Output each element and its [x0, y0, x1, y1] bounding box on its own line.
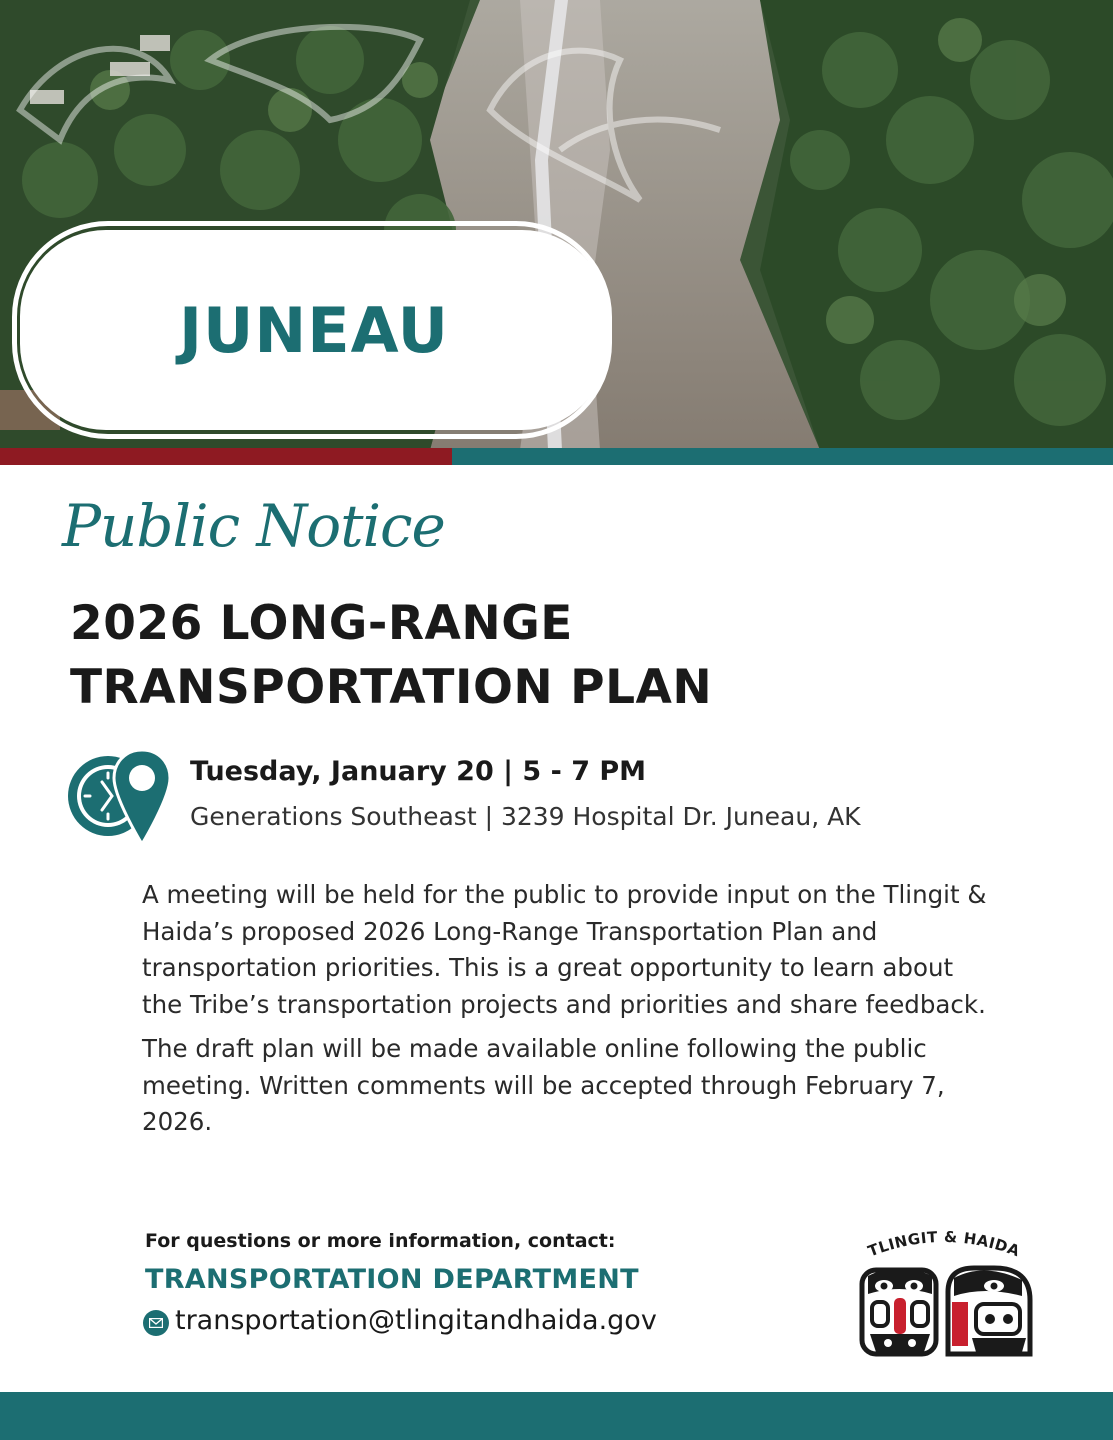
body-paragraph-2: The draft plan will be made available online following the public meeting. Written comments will be accepted through February 7, 2026.: [142, 1034, 945, 1136]
footer-bar: [0, 1392, 1113, 1440]
notice-title: [70, 592, 1050, 720]
accent-stripe-teal: [452, 448, 1113, 465]
hero-photo: [0, 0, 1113, 450]
notice-script-title: Public Notice: [62, 492, 445, 560]
logo-raven-figure: [862, 1268, 936, 1354]
body-paragraph-1: A meeting will be held for the public to provide input on the Tlingit & Haida’s proposed 2026 Long-Range Transportation Plan and transportation priorities. This is a great opportunity to learn about the Tribe’s transportation projects and priorities and share feedback.: [142, 880, 987, 1019]
svg-text:TLINGIT & HAIDA: [866, 1228, 1023, 1260]
contact-department: TRANSPORTATION DEPARTMENT: [145, 1264, 639, 1295]
event-location: Generations Southeast | 3239 Hospital Dr. Juneau, AK: [190, 802, 861, 831]
clock-location-icon: [62, 744, 172, 855]
logo-text: TLINGIT & HAIDA: [865, 1227, 1023, 1261]
logo-eagle-figure: [948, 1268, 1030, 1354]
place-name: JUNEAU: [178, 293, 450, 367]
event-date-time: Tuesday, January 20 | 5 - 7 PM: [190, 756, 647, 787]
notice-title-line-1: 2026 LONG-RANGE: [70, 596, 573, 651]
notice-title-line-2: TRANSPORTATION PLAN: [70, 660, 713, 715]
contact-email-row: [143, 1305, 657, 1336]
contact-lead: For questions or more information, contact:: [145, 1230, 616, 1252]
mail-icon: [143, 1310, 169, 1336]
notice-body: [142, 877, 992, 1149]
tlingit-haida-logo: [844, 1222, 1044, 1362]
accent-stripe-red: [0, 448, 452, 465]
contact-email[interactable]: transportation@tlingitandhaida.gov: [175, 1305, 657, 1336]
